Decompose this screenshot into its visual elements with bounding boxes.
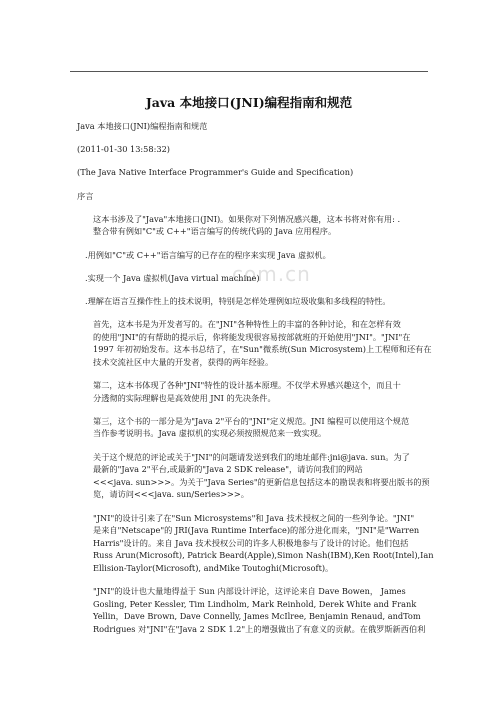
- timestamp-line: (2011-01-30 13:58:32): [77, 144, 170, 155]
- paragraph-line: 最新的"Java 2"平台,或最新的"Java 2 SDK release"，请访问我们的网站: [93, 464, 363, 475]
- paragraph-line: Russ Arun(Microsoft), Patrick Beard(Apple),Simon Nash(IBM),Ken Root(Intel),Ian: [93, 550, 434, 561]
- page-title: Java 本地接口(JNI)编程指南和规范: [145, 95, 353, 110]
- body-paragraph: [77, 318, 432, 368]
- paragraph-line: 是来自"Netscape"的 JRI(Java Runtime Interface)的部分进化而来，"JNI"是"Warren: [93, 525, 420, 536]
- body-paragraph: [77, 272, 425, 285]
- body-paragraph: [77, 249, 425, 262]
- paragraph-line: Ellision-Taylor(Microsoft), andMike Toutoghi(Microsoft)。: [93, 562, 334, 573]
- paragraph-line: 第二，这本书体现了各种"JNI"特性的设计基本原理。不仅学术界感兴趣这个，而且十: [93, 380, 401, 391]
- paragraph-line: 第三，这个书的一部分是为"Java 2"平台的"JNI"定义规范。JNI 编程可以使用这个规范: [93, 415, 410, 426]
- paragraph-line: "JNI"的设计也大量地得益于 Sun 内部设计评论，这评论来自 Dave Bowen， James: [93, 586, 406, 597]
- paragraph-line: 整合带有例如"C"或 C++"语言编写的传统代码的 Java 应用程序。: [93, 226, 337, 237]
- paragraph-line: .实现一个 Java 虚拟机(Java virtual machine): [85, 272, 260, 283]
- paragraph-line: <<<java. sun>>>。为关于"Java Series"的更新信息包括这本的勘误表和将要出版书的预: [93, 476, 430, 487]
- english-title-line: (The Java Native Interface Programmer's Guide and Specification): [77, 167, 354, 178]
- paragraph-line: 1997 年初初始发布。这本书总结了，在"Sun"微系统(Sun Microsystem)上工程师和还有在: [93, 344, 432, 355]
- body-paragraph: [77, 415, 425, 440]
- body-paragraph: [77, 295, 425, 308]
- body-paragraph: [77, 512, 434, 575]
- paragraph-line: 首先，这本书是为开发者写的。在"JNI"各种特性上的丰富的各种讨论，和在怎样有效: [93, 319, 401, 330]
- body-paragraph: [77, 585, 425, 635]
- paragraph-line: Gosling, Peter Kessler, Tim Lindholm, Mark Reinhold, Derek White and Frank: [93, 598, 417, 609]
- paragraph-line: 当作参考说明书。Java 虚拟机的实现必须按照规范来一致实现。: [93, 428, 327, 439]
- paragraph-line: .理解在语言互操作性上的技术说明，特别是怎样处理例如垃圾收集和多线程的特性。: [85, 295, 391, 306]
- paragraph-line: 览，请访问<<<java. sun/Series>>>。: [93, 489, 249, 500]
- body-paragraph: [77, 379, 425, 404]
- paragraph-line: "JNI"的设计引来了在"Sun Microsystems"和 Java 技术授权之间的一些列争论。"JNI": [93, 512, 415, 523]
- paragraph-line: .用例如"C"或 C++"语言编写的已存在的程序来实现 Java 虚拟机。: [85, 249, 331, 260]
- paragraph-line: Yellin，Dave Brown, Dave Connelly, James McIlree, Benjamin Renaud, andTom: [93, 611, 421, 622]
- section-heading: 序言: [77, 190, 94, 201]
- body-paragraph: [77, 451, 430, 501]
- paragraph-line: Harris"设计的。来自 Java 技术授权公司的许多人积极地参与了设计的讨论。他们包括: [93, 537, 409, 548]
- paragraph-line: 技术交流社区中大量的开发者，获得的两年经验。: [93, 356, 274, 367]
- paragraph-line: 关于这个规范的评论或关于"JNI"的问题请发送到我们的地址邮件:jni@java. sun。为了: [93, 451, 410, 462]
- header-rule: [70, 71, 428, 72]
- watermark-text: com.cn: [232, 262, 311, 286]
- document-body: [77, 120, 434, 646]
- paragraph-line: Rodrigues 对"JNI"在"Java 2 SDK 1.2"上的增强做出了有意义的贡献。在俄罗斯新西伯利: [93, 623, 426, 634]
- body-paragraph: [77, 213, 425, 238]
- paragraph-line: 分透彻的实际理解也是高效使用 JNI 的先决条件。: [93, 392, 276, 403]
- subtitle-line: Java 本地接口(JNI)编程指南和规范: [77, 121, 208, 131]
- paragraph-line: 这本书涉及了"Java"本地接口(JNI)。如果你对下列情况感兴趣，这本书将对你有用: .: [93, 213, 401, 224]
- paragraph-line: 的使用"JNI"的有帮助的提示后，你将能发现很容易按部就班的开始使用"JNI"。"JNI"在: [93, 331, 411, 342]
